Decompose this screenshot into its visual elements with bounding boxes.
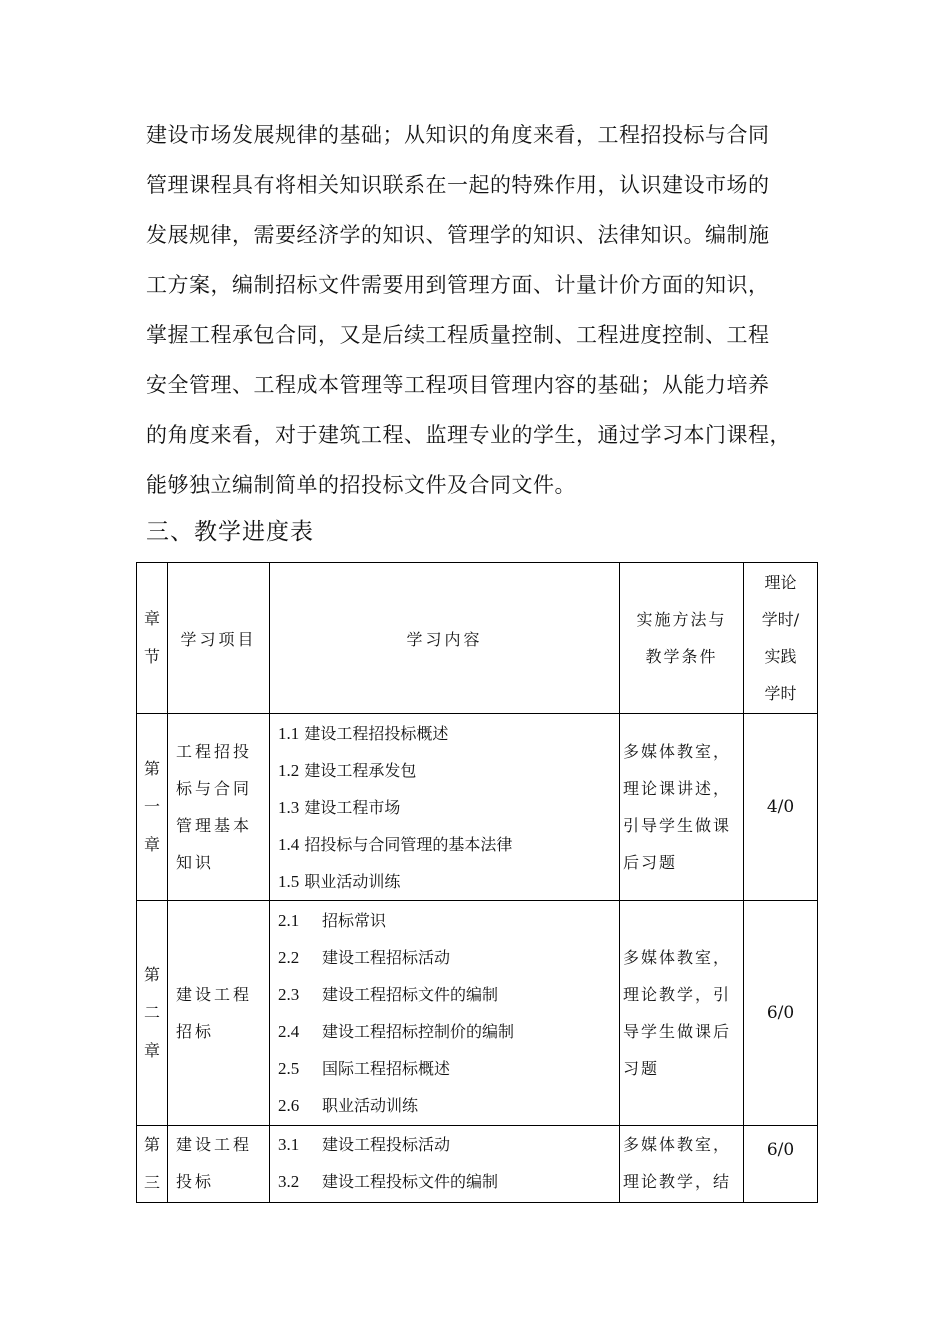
header-content: 学习内容: [270, 563, 620, 714]
content-text: 建设工程市场: [304, 797, 401, 817]
project-line: 工程招投: [176, 742, 253, 761]
content-number: 2.2: [278, 948, 300, 967]
content-number: 3.1: [278, 1135, 300, 1154]
content-text: 建设工程招标控制价的编制: [322, 1022, 515, 1041]
content-text: 建设工程招标文件的编制: [322, 985, 499, 1004]
content-number: 1.3: [278, 797, 300, 817]
content-item: [278, 863, 619, 900]
paragraph-line: 的角度来看，对于建筑工程、监理专业的学生，通过学习本门课程，: [146, 423, 791, 447]
chapter-char: 三: [143, 1173, 160, 1192]
content-number: 1.1: [278, 723, 300, 743]
content-item: [278, 715, 619, 752]
hours-cell: 4/0: [744, 714, 818, 901]
method-line: 多媒体教室，: [623, 1135, 732, 1154]
chapter-char: 一: [143, 797, 160, 816]
teaching-schedule-table: [136, 562, 818, 1203]
paragraph-line: 工方案，编制招标文件需要用到管理方面、计量计价方面的知识，: [146, 273, 770, 297]
chapter-char: 二: [143, 1003, 160, 1022]
method-cell: [620, 1126, 744, 1203]
method-cell: [620, 714, 744, 901]
method-line: 多媒体教室，: [623, 742, 732, 761]
content-text: 建设工程招标活动: [322, 948, 451, 967]
content-number: 2.5: [278, 1059, 300, 1078]
content-number: 3.2: [278, 1172, 300, 1191]
content-text: 建设工程招投标概述: [304, 723, 449, 743]
method-line: 理论课讲述，: [623, 779, 732, 798]
content-cell: [270, 1126, 620, 1203]
chapter-char: 章: [143, 835, 160, 854]
header-hours: [744, 563, 818, 714]
header-method: [620, 563, 744, 714]
content-text: 国际工程招标概述: [322, 1059, 451, 1078]
header-chapter-line: 章: [143, 609, 160, 628]
project-cell: [168, 714, 270, 901]
project-line: 投标: [176, 1172, 215, 1191]
chapter-cell: [137, 1126, 168, 1203]
header-hours-line: 理论: [764, 573, 797, 592]
content-item: [278, 1013, 619, 1050]
content-text: 建设工程承发包: [304, 760, 417, 780]
paragraph-line: 建设市场发展规律的基础；从知识的角度来看，工程招投标与合同: [146, 123, 770, 147]
header-chapter-line: 节: [143, 647, 160, 666]
content-text: 招标常识: [322, 911, 387, 930]
header-project: 学习项目: [168, 563, 270, 714]
content-number: 2.3: [278, 985, 300, 1004]
content-item: [278, 1050, 619, 1087]
table-row: [137, 901, 818, 1126]
content-text: 职业活动训练: [322, 1096, 419, 1115]
content-item: [278, 1126, 619, 1163]
content-item: [278, 752, 619, 789]
method-line: 理论教学，结: [623, 1172, 732, 1191]
project-line: 建设工程: [176, 1135, 253, 1154]
header-hours-line: 学时: [764, 684, 797, 703]
body-paragraph: [146, 110, 806, 510]
section-heading: 三、教学进度表: [146, 519, 314, 545]
paragraph-line: 管理课程具有将相关知识联系在一起的特殊作用，认识建设市场的: [146, 173, 770, 197]
project-line: 招标: [176, 1022, 215, 1041]
project-line: 管理基本: [176, 816, 253, 835]
chapter-char: 章: [143, 1041, 160, 1060]
content-cell: [270, 901, 620, 1126]
project-cell: [168, 1126, 270, 1203]
method-line: 习题: [623, 1059, 660, 1078]
paragraph-line: 能够独立编制简单的招投标文件及合同文件。: [146, 473, 576, 497]
header-method-line: 实施方法与: [636, 610, 727, 629]
method-cell: [620, 901, 744, 1126]
table-header-row: [137, 563, 818, 714]
header-chapter: [137, 563, 168, 714]
chapter-char: 第: [143, 759, 160, 778]
content-item: [278, 902, 619, 939]
chapter-cell: [137, 901, 168, 1126]
hours-cell: 6/0: [744, 901, 818, 1126]
method-line: 导学生做课后: [623, 1022, 732, 1041]
content-item: [278, 976, 619, 1013]
content-item: [278, 1087, 619, 1124]
content-number: 2.4: [278, 1022, 300, 1041]
header-hours-line: 学时/: [761, 610, 800, 629]
content-item: [278, 939, 619, 976]
content-number: 2.6: [278, 1096, 300, 1115]
content-item: [278, 1163, 619, 1200]
content-text: 职业活动训练: [304, 871, 401, 891]
method-line: 后习题: [623, 853, 678, 872]
header-method-line: 教学条件: [645, 647, 718, 666]
content-cell: [270, 714, 620, 901]
hours-cell: 6/0: [744, 1126, 818, 1203]
content-text: 建设工程投标活动: [322, 1135, 451, 1154]
content-text: 建设工程投标文件的编制: [322, 1172, 499, 1191]
method-line: 引导学生做课: [623, 816, 732, 835]
content-number: 1.2: [278, 760, 300, 780]
content-number: 1.5: [278, 871, 300, 891]
project-line: 标与合同: [176, 779, 253, 798]
table-row: [137, 1126, 818, 1203]
header-hours-line: 实践: [764, 647, 797, 666]
paragraph-line: 安全管理、工程成本管理等工程项目管理内容的基础；从能力培养: [146, 373, 770, 397]
project-line: 建设工程: [176, 985, 253, 1004]
chapter-cell: [137, 714, 168, 901]
content-text: 招投标与合同管理的基本法律: [304, 834, 513, 854]
project-line: 知识: [176, 853, 215, 872]
project-cell: [168, 901, 270, 1126]
content-item: [278, 789, 619, 826]
method-line: 理论教学，引: [623, 985, 732, 1004]
chapter-char: 第: [143, 965, 160, 984]
content-number: 2.1: [278, 911, 300, 930]
paragraph-line: 掌握工程承包合同，又是后续工程质量控制、工程进度控制、工程: [146, 323, 770, 347]
chapter-char: 第: [143, 1135, 160, 1154]
paragraph-line: 发展规律，需要经济学的知识、管理学的知识、法律知识。编制施: [146, 223, 770, 247]
table-row: [137, 714, 818, 901]
content-item: [278, 826, 619, 863]
content-number: 1.4: [278, 834, 300, 854]
method-line: 多媒体教室，: [623, 948, 732, 967]
